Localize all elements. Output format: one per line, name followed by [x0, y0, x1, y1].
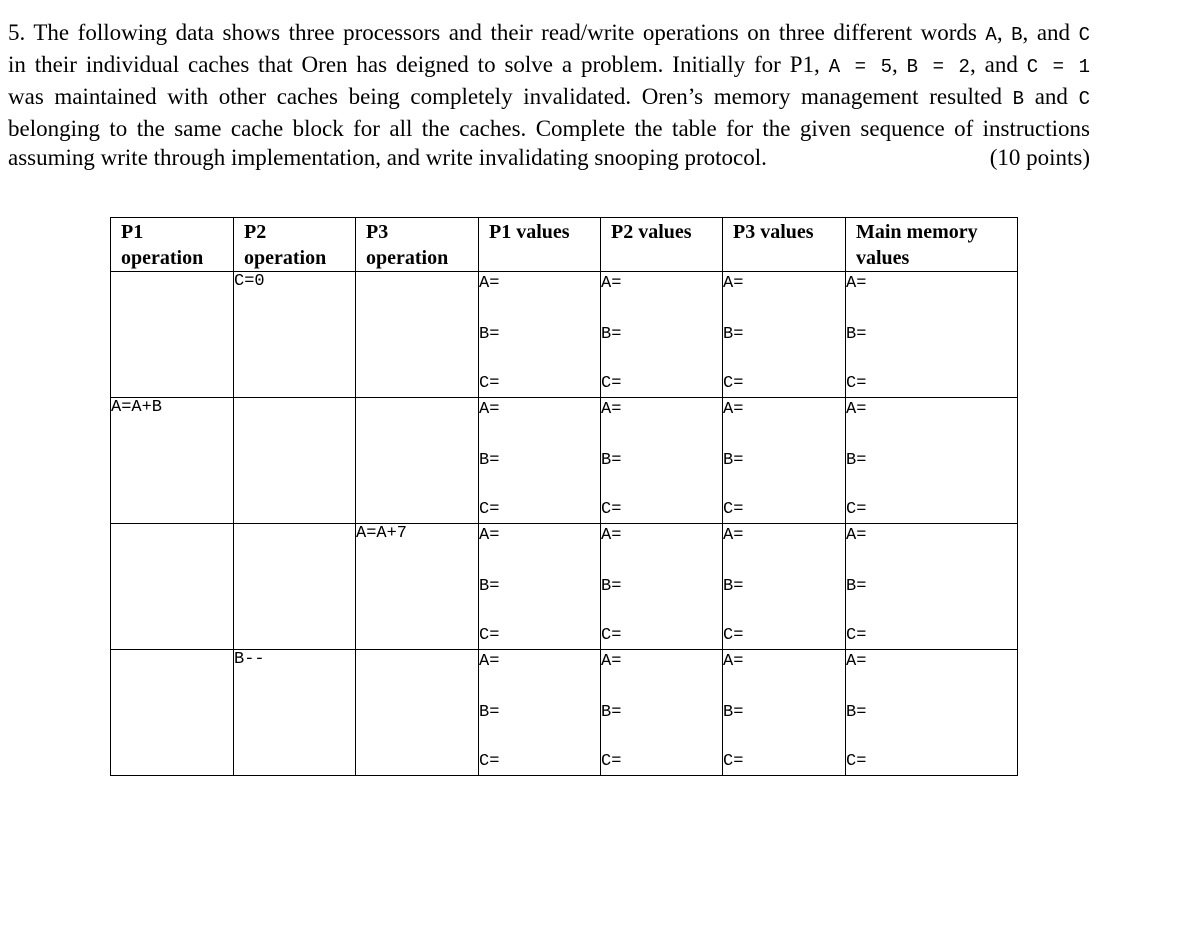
question-line: in their individual caches that Oren has deigned to solve a problem. Initially for P1, A = 5, B = 2, and C = 1: [8, 52, 1091, 78]
table-row: [111, 398, 1018, 524]
table-row: [111, 272, 1018, 398]
p3-operation-cell: [356, 650, 479, 776]
main-memory-values-cell: A= B= C=: [846, 524, 1018, 650]
p3-operation-cell: A=A+7: [356, 524, 479, 650]
question-line: 5. The following data shows three processors and their read/write operations on three different words A, B, and C: [8, 20, 1090, 46]
p3-values-cell: A= B= C=: [723, 398, 846, 524]
p3-operation-cell: [356, 398, 479, 524]
header-p1-operation: P1 operation: [111, 218, 234, 272]
question-line: was maintained with other caches being completely invalidated. Oren’s memory management resulted B and C: [8, 84, 1090, 110]
p2-values-cell: A= B= C=: [601, 650, 723, 776]
question-text: [8, 18, 1090, 172]
header-p2-values: P2 values: [601, 218, 723, 272]
p3-values-cell: A= B= C=: [723, 650, 846, 776]
p1-values-cell: A= B= C=: [479, 650, 601, 776]
p2-operation-cell: C=0: [234, 272, 356, 398]
p1-operation-cell: [111, 272, 234, 398]
main-memory-values-cell: A= B= C=: [846, 650, 1018, 776]
p1-values-cell: A= B= C=: [479, 272, 601, 398]
p1-operation-cell: [111, 524, 234, 650]
p1-values-cell: A= B= C=: [479, 398, 601, 524]
p1-operation-cell: [111, 650, 234, 776]
cache-table: [110, 217, 1018, 776]
p2-operation-cell: [234, 398, 356, 524]
p1-values-cell: A= B= C=: [479, 524, 601, 650]
header-p2-operation: P2 operation: [234, 218, 356, 272]
main-memory-values-cell: A= B= C=: [846, 272, 1018, 398]
p2-operation-cell: B--: [234, 650, 356, 776]
table-row: [111, 524, 1018, 650]
question-line: belonging to the same cache block for all the caches. Complete the table for the given sequence of instructions: [8, 116, 1090, 141]
p2-values-cell: A= B= C=: [601, 398, 723, 524]
p3-values-cell: A= B= C=: [723, 272, 846, 398]
question-line: assuming write through implementation, and write invalidating snooping protocol. (10 points): [8, 145, 1090, 170]
p3-operation-cell: [356, 272, 479, 398]
header-p3-operation: P3 operation: [356, 218, 479, 272]
p2-operation-cell: [234, 524, 356, 650]
header-main-memory-values: Main memory values: [846, 218, 1018, 272]
p2-values-cell: A= B= C=: [601, 272, 723, 398]
p3-values-cell: A= B= C=: [723, 524, 846, 650]
points-label: (10 points): [989, 145, 1090, 170]
table-row: [111, 650, 1018, 776]
p1-operation-cell: A=A+B: [111, 398, 234, 524]
header-row: [111, 218, 1018, 272]
header-p3-values: P3 values: [723, 218, 846, 272]
header-p1-values: P1 values: [479, 218, 601, 272]
main-memory-values-cell: A= B= C=: [846, 398, 1018, 524]
p2-values-cell: A= B= C=: [601, 524, 723, 650]
